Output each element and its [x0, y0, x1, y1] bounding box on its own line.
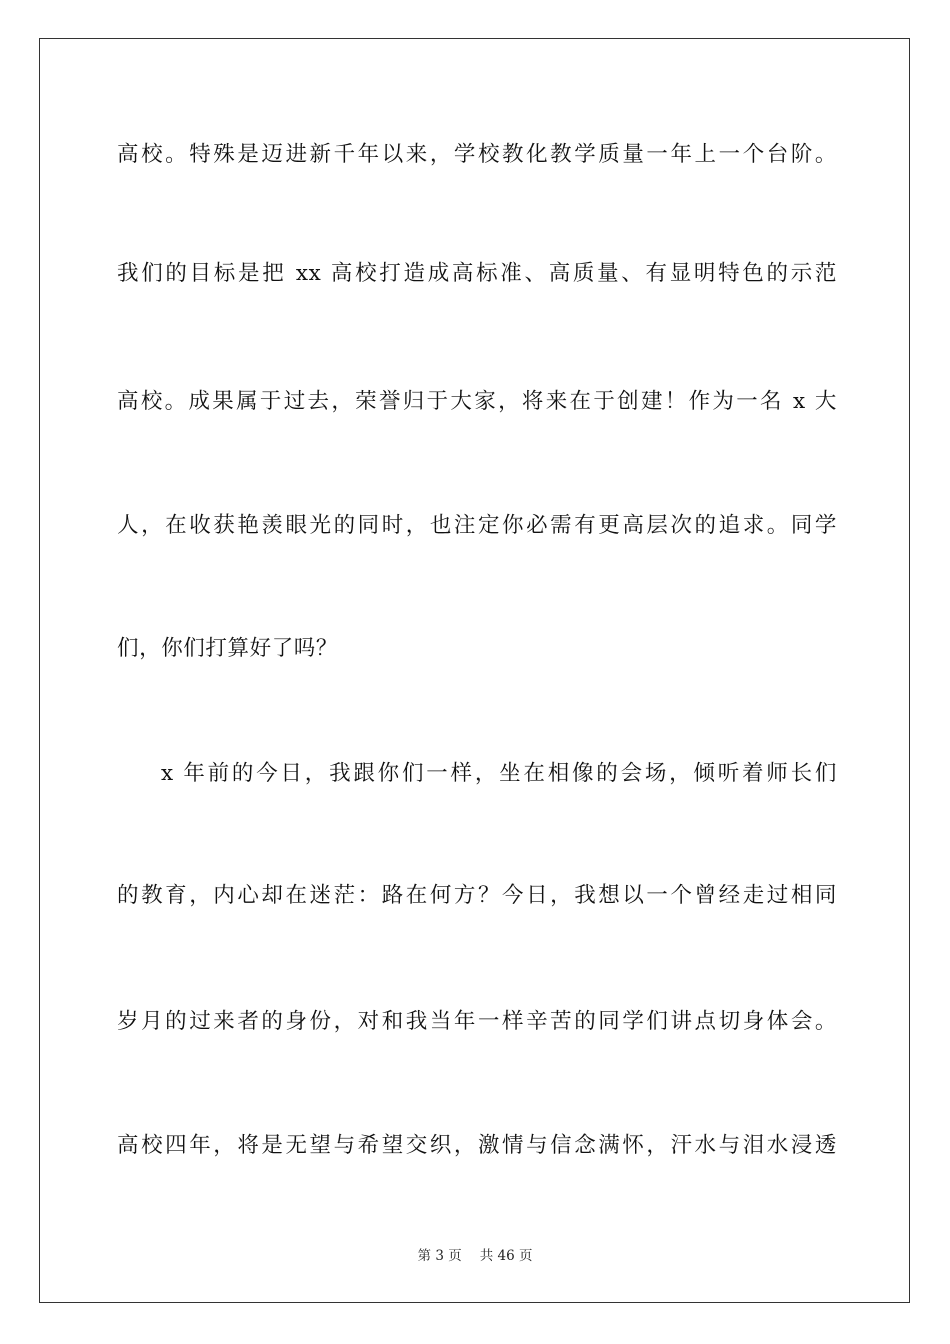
- paragraph-line: x 年前的今日，我跟你们一样，坐在相像的会场，倾听着师长们: [161, 761, 837, 786]
- page-number: 第 3 页: [417, 1248, 462, 1264]
- page-footer: [0, 1247, 950, 1265]
- page-total: 共 46 页: [479, 1248, 533, 1264]
- paragraph-line: 岁月的过来者的身份，对和我当年一样辛苦的同学们讲点切身体会。: [117, 1009, 837, 1034]
- paragraph-line: 高校。特殊是迈进新千年以来，学校教化教学质量一年上一个台阶。: [117, 142, 837, 167]
- page-border: [39, 38, 910, 1303]
- paragraph-line: 们，你们打算好了吗？: [117, 636, 339, 661]
- paragraph-line: 高校。成果属于过去，荣誉归于大家，将来在于创建！作为一名 x 大: [117, 389, 837, 414]
- paragraph-line: 高校四年，将是无望与希望交织，激情与信念满怀，汗水与泪水浸透: [117, 1133, 837, 1158]
- paragraph-line: 我们的目标是把 xx 高校打造成高标准、高质量、有显明特色的示范: [117, 261, 837, 286]
- paragraph-line: 人，在收获艳羡眼光的同时，也注定你必需有更高层次的追求。同学: [117, 513, 837, 538]
- paragraph-line: 的教育，内心却在迷茫：路在何方？今日，我想以一个曾经走过相同: [117, 883, 837, 908]
